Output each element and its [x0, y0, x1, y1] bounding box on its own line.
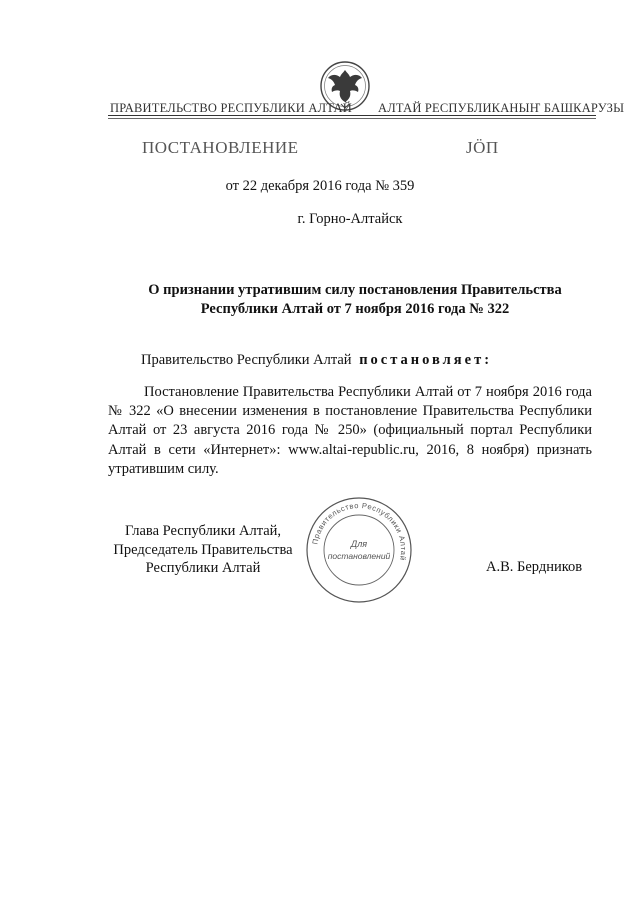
document-title-line: О признании утратившим силу постановления Правительства [148, 282, 562, 298]
doc-type-altai: ЈӦП [466, 138, 499, 157]
header-right-text: АЛТАЙ РЕСПУБЛИКАНЫҤ БАШКАРУЗЫ [378, 101, 625, 115]
document-city: г. Горно-Алтайск [297, 211, 403, 227]
header-divider [108, 115, 596, 116]
document-date-number: от 22 декабря 2016 года № 359 [225, 178, 415, 194]
body-paragraph: Постановление Правительства Республики Алтай от 7 ноября 2016 года № 322 «О внесении изменения в постановление Правительства Республики Алтай от 23 августа 2016 года № 250» (официальный портал Республики Алтай в сети «Интернет»: www.altai-republic.ru, 2016, 8 ноября) признать утратившим силу. [108, 384, 592, 477]
header-left-text: ПРАВИТЕЛЬСТВО РЕСПУБЛИКИ АЛТАЙ [110, 101, 352, 115]
document-title-line: Республики Алтай от 7 ноября 2016 года № 322 [200, 301, 510, 317]
header-divider-thin [108, 118, 596, 119]
stamp-center-line: постановлений [327, 551, 391, 561]
signer-name: А.В. Бердников [486, 559, 583, 575]
stamp-outer-text: Правительство Республики Алтай [310, 500, 409, 562]
preamble-verb: постановляет: [359, 352, 493, 368]
official-stamp-icon [303, 494, 415, 606]
signer-position [108, 522, 298, 578]
signer-position-line: Глава Республики Алтай, [124, 523, 282, 539]
signer-position-line: Председатель Правительства [113, 541, 293, 558]
stamp-center-line: Для [350, 539, 368, 549]
document-title [110, 281, 600, 319]
preamble-subject: Правительство Республики Алтай [141, 352, 352, 368]
signer-position-line: Республики Алтай [145, 560, 261, 576]
doc-type-russian: ПОСТАНОВЛЕНИЕ [142, 138, 299, 157]
preamble [141, 352, 492, 369]
